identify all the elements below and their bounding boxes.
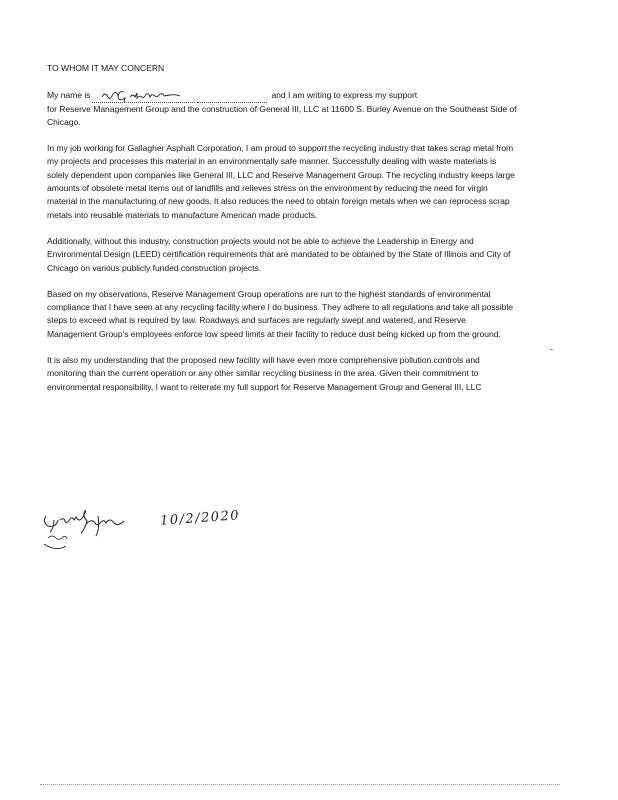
paragraph-3: Additionally, without this industry, construction projects would not be able to achieve the Leadership in Energy and Environmental Design (LEED) certification requirements that are mandated to be obtained by the State of Illinois and City of Chicago on various publicly funded construction projects. [47,235,511,273]
signature-date: 10/2/2020 [159,508,241,529]
intro-prefix: My name is [47,90,91,101]
intro-paragraph [47,89,517,129]
name-blank-line [197,92,267,103]
intro-line [47,89,517,102]
handwritten-signature [40,508,170,558]
intro-rest: and I am writing to express my support [271,90,418,101]
scan-footer-artifact [40,782,560,785]
salutation: TO WHOM IT MAY CONCERN [47,63,165,73]
paragraph-5: It is also my understanding that the proposed new facility will have even more comprehensive pollution controls and monitoring than the current operation or any other similar recycling business in the area. Given their commitment to environmental responsibility, I want to reiterate my full support for Reserve Management Group and General III, LLC [47,355,482,392]
letter-body [47,62,517,407]
paragraph-4: Based on my observations, Reserve Management Group operations are run to the highest standards of environmental compliance that I have seen at any recycling facility where I do business. They adhere to all regulations and take all possible steps to exceed what is required by law. Roadways and surfaces are regularly swept and watered, and Reserve Management Group's employees enforce low speed limits at their facility to reduce dust being kicked up from the ground. [47,288,513,339]
handwritten-name-scribble [98,88,194,102]
handwritten-name-field [92,90,195,103]
intro-line-2: for Reserve Management Group and the construction of General III, LLC at 11600 S. Burley Avenue on the Southeast Side of Chicago. [47,103,517,127]
paragraph-2: In my job working for Gallagher Asphalt Corporation, I am proud to support the recycling industry that takes scrap metal from my projects and processes this material in an environmentally safe manner. Successfully dealing with waste materials is solely dependent upon companies like General III, LLC and Reserve Management Group. The recycling industry keeps large amounts of obsolete metal items out of landfills and relieves stress on the environment by reducing the need for virgin material in the manufacturing of new goods. It also reduces the need to obtain foreign metals when we can reprocess scrap metals into reusable materials to manufacture American made products. [47,143,515,220]
margin-mark: - [550,344,553,354]
